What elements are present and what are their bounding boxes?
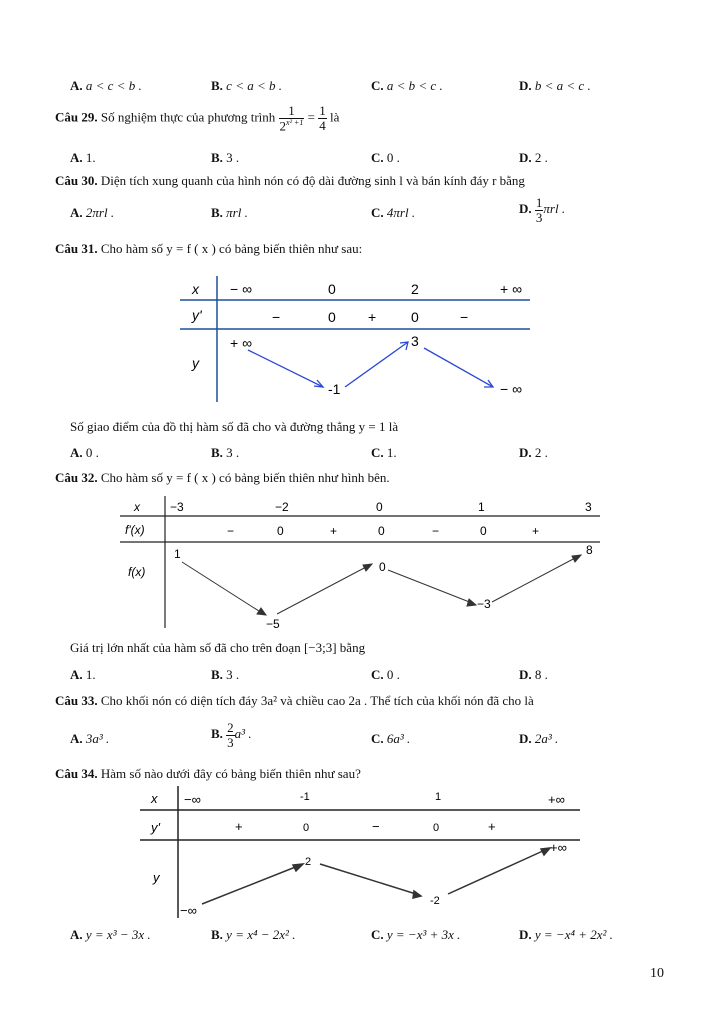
q31-option-b: B. 3 . bbox=[211, 445, 240, 460]
q32-arrow-down bbox=[388, 570, 472, 603]
q32-arrowhead bbox=[257, 608, 266, 615]
q33-option-a: A. 3a³ . bbox=[70, 731, 110, 746]
q31-question: Số giao điểm của đồ thị hàm số đã cho và đường thẳng y = 1 là bbox=[70, 419, 399, 434]
q29-frac-2: $\frac{1}{4}$ bbox=[319, 103, 326, 133]
q31-arrow-down bbox=[424, 348, 493, 387]
q33-option-d: D. 2a³ . bbox=[519, 731, 559, 746]
q31-arrows bbox=[248, 342, 493, 387]
q32-dy-sign: + bbox=[330, 524, 338, 538]
q31-y-label: y bbox=[192, 355, 199, 371]
q30-option-a: A. 2πrl . bbox=[70, 205, 115, 220]
q29-stem: Câu 29. Số nghiệm thực của phương trình $\frac{1}{2^{x^2 +1}}$ = $\frac{1}{4}$ là bbox=[55, 103, 340, 133]
q32-question: Giá trị lớn nhất của hàm số đã cho trên đoạn [−3;3] bằng bbox=[70, 640, 366, 655]
q33-option-c: C. 6a³ . bbox=[371, 731, 411, 746]
q29-option-a: A. 1. bbox=[70, 150, 96, 165]
q34-x-value: -1 bbox=[300, 791, 310, 803]
q32-arrow-down bbox=[182, 562, 262, 613]
q31-y-value: − ∞ bbox=[500, 381, 523, 397]
q34-dy-zero: 0 bbox=[303, 822, 310, 834]
q34-dy-zero: 0 bbox=[433, 822, 440, 834]
q34-x-value: +∞ bbox=[548, 792, 565, 807]
q34-dy-label: y' bbox=[151, 820, 160, 835]
q34-y-value: -2 bbox=[430, 895, 440, 907]
q29-frac-1: $\frac{1}{2^{x^2 +1}}$ bbox=[279, 103, 304, 133]
q32-dy-zero: 0 bbox=[480, 524, 487, 538]
q31-arrow-up bbox=[345, 342, 408, 387]
q31-arrowhead bbox=[484, 380, 493, 387]
q30-option-d: D. $\frac{1}{3}$ πrl . bbox=[519, 195, 566, 225]
q32-x-label: x bbox=[134, 500, 140, 514]
q34-y-value: −∞ bbox=[180, 903, 197, 918]
q31-x-value: + ∞ bbox=[500, 281, 523, 297]
q29-option-d: D. 2 . bbox=[519, 150, 548, 165]
q32-x-value: −2 bbox=[275, 500, 289, 514]
q34-variation-table bbox=[140, 786, 585, 921]
q32-x-value: −3 bbox=[170, 500, 184, 514]
q34-arrowhead bbox=[541, 848, 550, 855]
q31-y-value: + ∞ bbox=[230, 335, 253, 351]
q34-option-a: A. y = x³ − 3x . bbox=[70, 927, 151, 942]
q32-x-value: 1 bbox=[478, 500, 485, 514]
q34-dy-sign: − bbox=[372, 819, 380, 834]
q32-y-value: 8 bbox=[586, 543, 593, 557]
q34-y-value: +∞ bbox=[550, 840, 567, 855]
q34-stem: Câu 34. Hàm số nào dưới đây có bảng biến thiên như sau? bbox=[55, 766, 361, 781]
q34-option-b: B. y = x⁴ − 2x² . bbox=[211, 927, 296, 942]
q31-option-c: C. 1. bbox=[371, 445, 397, 460]
q32-dy-label: f'(x) bbox=[125, 523, 145, 537]
q31-y-value: 3 bbox=[411, 333, 419, 349]
q34-arrowhead bbox=[293, 864, 303, 871]
q34-arrowhead bbox=[413, 891, 421, 898]
q34-y-label: y bbox=[153, 870, 160, 885]
q30-option-c: C. 4πrl . bbox=[371, 205, 416, 220]
q32-dy-zero: 0 bbox=[378, 524, 385, 538]
q32-y-label: f(x) bbox=[128, 565, 146, 579]
q28-option-c: C. a < b < c . bbox=[371, 78, 443, 93]
q29-option-b: B. 3 . bbox=[211, 150, 240, 165]
q32-arrow-up bbox=[277, 566, 368, 614]
q34-y-value: 2 bbox=[305, 856, 312, 868]
q34-option-c: C. y = −x³ + 3x . bbox=[371, 927, 461, 942]
q31-variation-table bbox=[180, 276, 535, 406]
q31-stem: Câu 31. Cho hàm số y = f ( x ) có bảng biến thiên như sau: bbox=[55, 241, 363, 256]
q32-option-b: B. 3 . bbox=[211, 667, 240, 682]
q34-arrow-up bbox=[202, 866, 298, 904]
q30-stem: Câu 30. Diện tích xung quanh của hình nón có độ dài đường sinh l và bán kính đáy r bằng bbox=[55, 173, 525, 188]
q31-y-value: -1 bbox=[328, 381, 341, 397]
q31-arrow-down bbox=[248, 350, 323, 387]
q32-arrowhead bbox=[363, 564, 372, 571]
q29-option-c: C. 0 . bbox=[371, 150, 400, 165]
q32-dy-zero: 0 bbox=[277, 524, 284, 538]
q32-x-value: 0 bbox=[376, 500, 383, 514]
q32-option-d: D. 8 . bbox=[519, 667, 548, 682]
q31-dy-zero: 0 bbox=[411, 309, 419, 325]
q32-stem: Câu 32. Cho hàm số y = f ( x ) có bảng biến thiên như hình bên. bbox=[55, 470, 390, 485]
q32-dy-sign: + bbox=[532, 524, 540, 538]
q34-option-d: D. y = −x⁴ + 2x² . bbox=[519, 927, 613, 942]
q32-option-a: A. 1. bbox=[70, 667, 96, 682]
q31-dy-sign: − bbox=[272, 309, 281, 325]
q32-y-value: 0 bbox=[379, 560, 386, 574]
q34-x-label: x bbox=[151, 791, 158, 806]
q34-dy-sign: + bbox=[235, 819, 243, 834]
q31-dy-sign: − bbox=[460, 309, 469, 325]
q32-option-c: C. 0 . bbox=[371, 667, 400, 682]
q34-arrow-up bbox=[448, 850, 545, 894]
q28-option-a: A. a < c < b . bbox=[70, 78, 142, 93]
q31-dy-zero: 0 bbox=[328, 309, 336, 325]
q31-x-value: − ∞ bbox=[230, 281, 253, 297]
q30-option-b: B. πrl . bbox=[211, 205, 248, 220]
q31-dy-sign: + bbox=[368, 309, 377, 325]
q32-y-value: −5 bbox=[266, 617, 280, 631]
q31-x-value: 0 bbox=[328, 281, 336, 297]
q33-option-b: B. $\frac{2}{3}$ a³ . bbox=[211, 720, 252, 750]
q28-option-d: D. b < a < c . bbox=[519, 78, 591, 93]
q32-x-value: 3 bbox=[585, 500, 592, 514]
q32-y-value: −3 bbox=[477, 597, 491, 611]
q32-variation-table bbox=[120, 496, 604, 631]
q32-arrowhead bbox=[572, 555, 581, 562]
q33-stem: Câu 33. Cho khối nón có diện tích đáy 3a² và chiều cao 2a . Thể tích của khối nón đã cho là bbox=[55, 693, 534, 708]
q32-dy-sign: − bbox=[432, 524, 440, 538]
q32-arrow-up bbox=[492, 557, 577, 602]
q34-arrow-down bbox=[320, 864, 416, 894]
q34-arrows bbox=[202, 848, 550, 904]
q31-option-a: A. 0 . bbox=[70, 445, 99, 460]
q32-dy-sign: − bbox=[227, 524, 235, 538]
q31-option-d: D. 2 . bbox=[519, 445, 548, 460]
q31-x-label: x bbox=[192, 281, 199, 297]
q28-option-b: B. c < a < b . bbox=[211, 78, 282, 93]
q34-x-value: 1 bbox=[435, 791, 442, 803]
q34-dy-sign: + bbox=[488, 819, 496, 834]
q32-arrowhead bbox=[467, 599, 476, 606]
q32-y-value: 1 bbox=[174, 547, 181, 561]
q31-x-value: 2 bbox=[411, 281, 419, 297]
q31-dy-label: y' bbox=[192, 307, 202, 323]
q34-x-value: −∞ bbox=[184, 792, 201, 807]
page-number: 10 bbox=[650, 966, 664, 981]
